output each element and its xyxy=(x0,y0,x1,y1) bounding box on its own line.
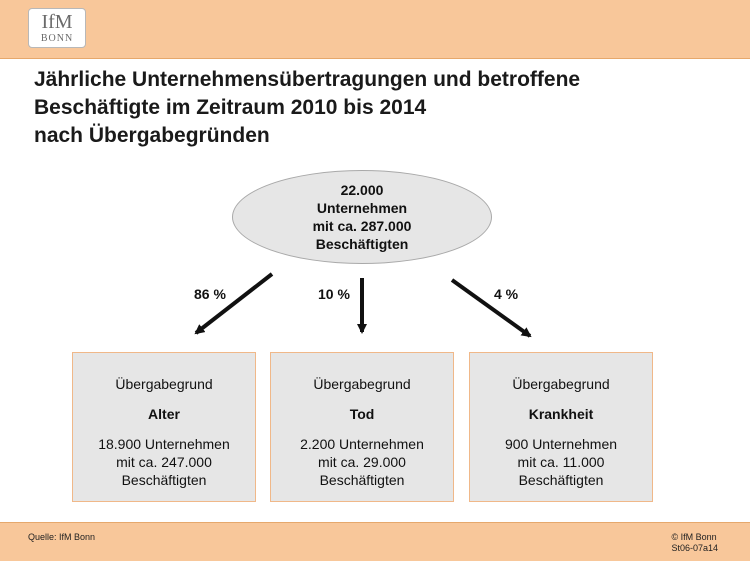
box-reason-label: Übergabegrund xyxy=(512,376,610,392)
detail-employees: mit ca. 11.000 xyxy=(517,454,605,470)
detail-companies: 2.200 Unternehmen xyxy=(300,436,424,452)
title-line-3: nach Übergabegründen xyxy=(34,124,270,147)
box-krankheit xyxy=(469,352,653,502)
box-cause: Tod xyxy=(349,406,375,422)
detail-employees-label: Beschäftigten xyxy=(121,472,207,488)
total-employees-label: Beschäftigten xyxy=(315,236,409,252)
percent-tod: 10 % xyxy=(318,286,350,302)
detail-employees-label: Beschäftigten xyxy=(319,472,405,488)
logo-main-text: IfM xyxy=(41,11,73,33)
copyright-text: © IfM Bonn xyxy=(671,532,717,542)
title-line-1: Jährliche Unternehmensübertragungen und betroffene xyxy=(34,68,581,91)
detail-employees-label: Beschäftigten xyxy=(518,472,604,488)
box-alter xyxy=(72,352,256,502)
detail-employees: mit ca. 247.000 xyxy=(116,454,212,470)
title-line-2: Beschäftigte im Zeitraum 2010 bis 2014 xyxy=(34,96,427,119)
box-detail xyxy=(73,435,255,489)
total-count: 22.000 xyxy=(340,182,384,198)
detail-companies: 900 Unternehmen xyxy=(504,436,618,452)
box-cause: Alter xyxy=(148,406,180,422)
slide-code: St06-07a14 xyxy=(671,543,718,553)
total-employees-count: mit ca. 287.000 xyxy=(312,218,412,234)
percent-alter: 86 % xyxy=(194,286,226,302)
footer-bar xyxy=(0,522,750,561)
logo-sub-text: BONN xyxy=(40,33,74,44)
detail-employees: mit ca. 29.000 xyxy=(318,454,406,470)
total-companies-label: Unternehmen xyxy=(316,200,408,216)
copyright-note xyxy=(671,532,718,554)
box-detail xyxy=(470,435,652,489)
source-note: Quelle: IfM Bonn xyxy=(28,532,96,542)
percent-krankheit: 4 % xyxy=(494,286,519,302)
box-cause: Krankheit xyxy=(528,406,594,422)
box-detail xyxy=(271,435,453,489)
detail-companies: 18.900 Unternehmen xyxy=(98,436,230,452)
arrow-left xyxy=(196,274,272,333)
arrow-right xyxy=(452,280,530,336)
box-reason-label: Übergabegrund xyxy=(313,376,411,392)
box-reason-label: Übergabegrund xyxy=(115,376,213,392)
box-tod xyxy=(270,352,454,502)
